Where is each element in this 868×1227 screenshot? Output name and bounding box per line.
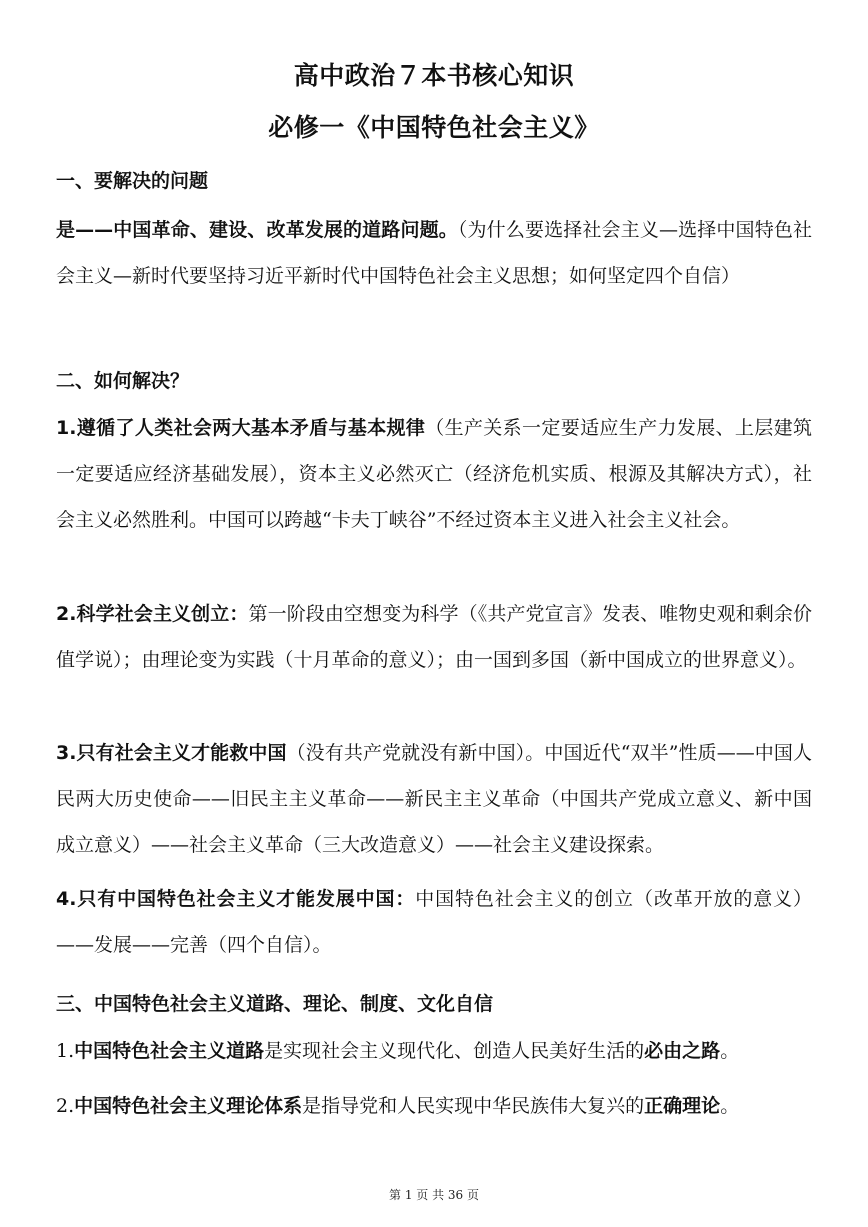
section-1-bold-lead: 是——中国革命、建设、改革发展的道路问题。 <box>56 219 458 241</box>
section-3-item-2-bold1: 中国特色社会主义理论体系 <box>74 1095 303 1117</box>
section-3-item-1-num: 1. <box>56 1040 75 1062</box>
section-3-item-1-text1: 是实现社会主义现代化、创造人民美好生活的 <box>264 1040 645 1062</box>
section-3-item-2 <box>56 1083 812 1129</box>
section-2-item-2-text: 第一阶段由空想变为科学（《共产党宣言》发表、唯物史观和剩余价值学说）；由理论变为实践（十月革命的意义）；由一国到多国（新中国成立的世界意义）。 <box>56 603 812 671</box>
section-3-item-1 <box>56 1028 812 1074</box>
document-title: 高中政治７本书核心知识 <box>293 61 575 90</box>
section-3-item-1-bold2: 必由之路 <box>644 1040 721 1062</box>
section-3-item-1-bold1: 中国特色社会主义道路 <box>74 1040 265 1062</box>
document-subtitle: 必修一《中国特色社会主义》 <box>268 113 600 142</box>
section-heading-2: 二、如何解决？ <box>56 370 190 392</box>
section-2-item-3 <box>56 730 812 868</box>
section-2-item-2 <box>56 591 812 683</box>
section-1-paragraph <box>56 207 812 299</box>
section-1-text: （为什么要选择社会主义—选择中国特色社会主义—新时代要坚持习近平新时代中国特色社会主义思想；如何坚定四个自信） <box>56 219 812 287</box>
section-2-item-1-text: （生产关系一定要适应生产力发展、上层建筑一定要适应经济基础发展），资本主义必然灭亡（经济危机实质、根源及其解决方式），社会主义必然胜利。中国可以跨越“卡夫丁峡谷”不经过资本主义进入社会主义社会。 <box>56 417 812 531</box>
section-3-item-2-text1: 是指导党和人民实现中华民族伟大复兴的 <box>302 1095 645 1117</box>
section-2-item-3-text: （没有共产党就没有新中国）。中国近代“双半”性质——中国人民两大历史使命——旧民主主义革命——新民主主义革命（中国共产党成立意义、新中国成立意义）——社会主义革命（三大改造意义）——社会主义建设探索。 <box>56 742 812 856</box>
section-heading-3: 三、中国特色社会主义道路、理论、制度、文化自信 <box>56 993 494 1015</box>
section-2-item-1 <box>56 405 812 543</box>
section-3-item-2-bold2: 正确理论 <box>644 1095 721 1117</box>
section-3-item-2-text2: 。 <box>720 1095 740 1117</box>
section-2-item-4 <box>56 876 812 968</box>
section-heading-1: 一、要解决的问题 <box>56 170 209 192</box>
section-2-item-3-bold: 3.只有社会主义才能救中国 <box>56 742 287 764</box>
section-2-item-4-text: 中国特色社会主义的创立（改革开放的意义）——发展——完善（四个自信）。 <box>56 888 812 956</box>
section-2-item-4-bold: 4.只有中国特色社会主义才能发展中国： <box>56 888 416 910</box>
page-footer: 第 1 页 共 36 页 <box>389 1188 479 1202</box>
section-2-item-1-bold: 1.遵循了人类社会两大基本矛盾与基本规律 <box>56 417 426 439</box>
section-3-item-2-num: 2. <box>56 1095 75 1117</box>
section-3-item-1-text2: 。 <box>720 1040 740 1062</box>
section-2-item-2-bold: 2.科学社会主义创立： <box>56 603 249 625</box>
